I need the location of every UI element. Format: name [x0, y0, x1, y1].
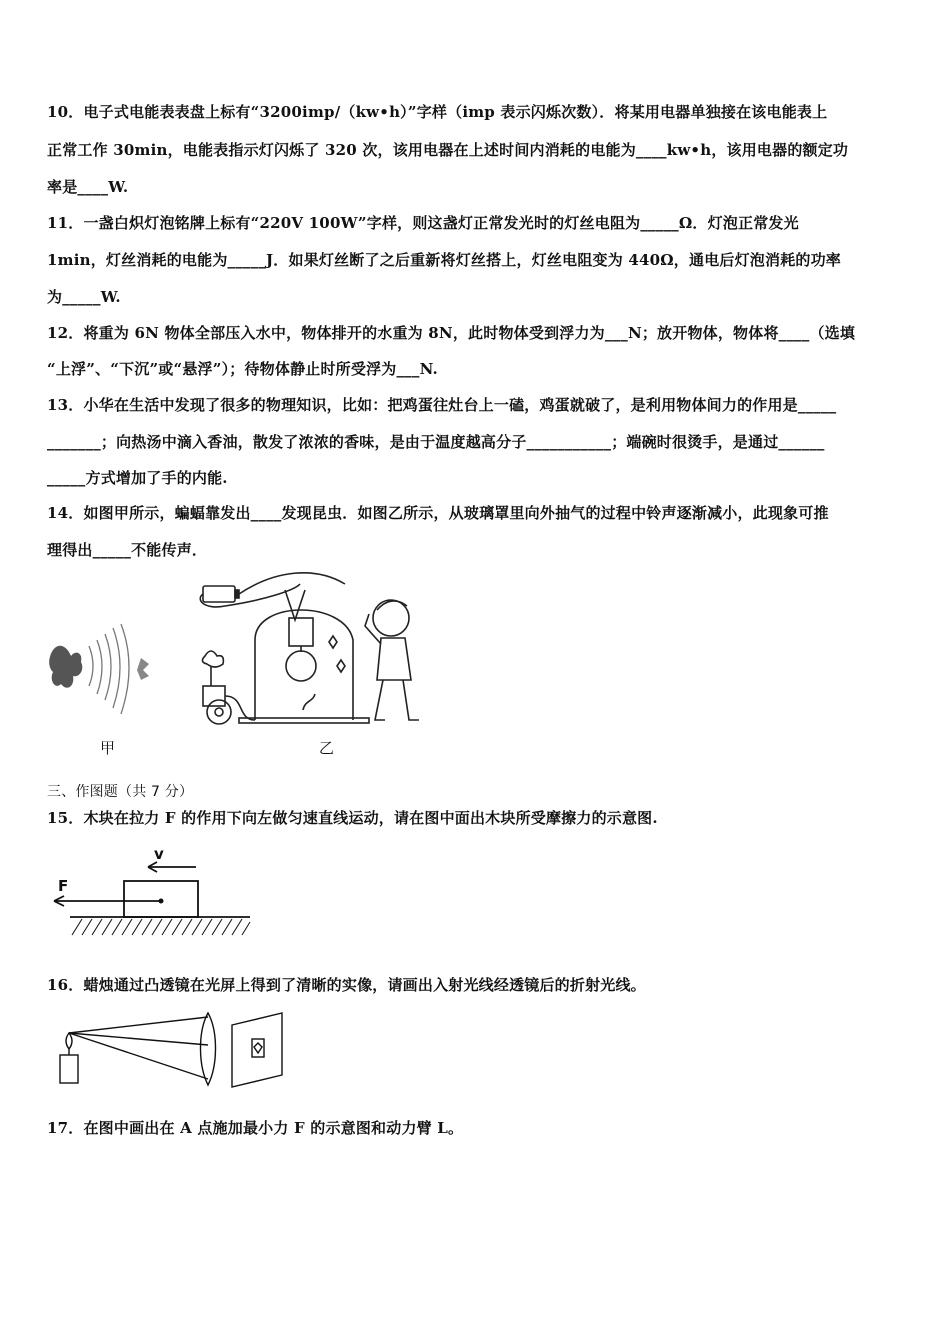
q12-line-2: “上浮”、“下沉”或“悬浮”）；待物体静止时所受浮为___N. — [47, 360, 438, 378]
velocity-label: v — [154, 845, 164, 863]
q10-line-2: 正常工作 30min，电能表指示灯闪烁了 320 次，该用电器在上述时间内消耗的电能为____kw•h，该用电器的额定功 — [47, 141, 849, 159]
q12-line-1: 12．将重为 6N 物体全部压入水中，物体排开的水重为 8N，此时物体受到浮力为___N；放开物体，物体将____（选填 — [47, 324, 856, 342]
force-point — [159, 899, 164, 904]
q14-line-1: 14．如图甲所示，蝙蝠靠发出____发现昆虫．如图乙所示，从玻璃罩里向外抽气的过程中铃声逐渐减小，此现象可推 — [47, 504, 829, 522]
ground-hatching — [72, 919, 250, 935]
bell-jar-figure — [185, 570, 445, 730]
q16-text: 16．蜡烛通过凸透镜在光屏上得到了清晰的实像，请画出入射光线经透镜后的折射光线。 — [47, 976, 646, 994]
force-label: F — [58, 877, 69, 895]
q15-text: 15．木块在拉力 F 的作用下向左做匀速直线运动，请在图中面出木块所受摩擦力的示意图. — [47, 809, 658, 827]
block-force-figure — [48, 845, 258, 945]
caption-jia: 甲 — [100, 739, 116, 757]
q17-text: 17．在图中画出在 A 点施加最小力 F 的示意图和动力臂 L。 — [47, 1119, 464, 1137]
caption-yi: 乙 — [319, 739, 335, 757]
section-3-heading: 三、作图题（共 7 分） — [47, 784, 194, 800]
q14-line-2: 理得出_____不能传声． — [47, 541, 208, 559]
bat-silhouette — [49, 646, 82, 688]
q11-line-1: 11．一盏白炽灯泡铭牌上标有“220V 100W”字样，则这盏灯正常发光时的灯丝电阻为_____Ω．灯泡正常发光 — [47, 214, 799, 232]
lens-figure — [48, 1005, 288, 1090]
q10-line-1: 10．电子式电能表表盘上标有“3200imp/（kw•h）”字样（imp 表示闪烁次数）．将某用电器单独接在该电能表上 — [47, 103, 828, 121]
q11-line-2: 1min，灯丝消耗的电能为_____J．如果灯丝断了之后重新将灯丝搭上，灯丝电阻变为 440Ω，通电后灯泡消耗的功率 — [47, 251, 841, 269]
q13-line-1: 13．小华在生活中发现了很多的物理知识，比如：把鸡蛋往灶台上一磕，鸡蛋就破了，是利用物体间力的作用是_____ — [47, 396, 837, 414]
insect-silhouette — [137, 658, 149, 680]
q10-line-3: 率是____W. — [47, 178, 129, 196]
q13-line-3: _____方式增加了手的内能. — [47, 469, 228, 487]
bat-figure — [45, 620, 155, 720]
q13-line-2: _______；向热汤中滴入香油，散发了浓浓的香味，是由于温度越高分子___________；端碗时很烫手，是通过______ — [47, 433, 825, 451]
q11-line-3: 为_____W. — [47, 288, 121, 306]
